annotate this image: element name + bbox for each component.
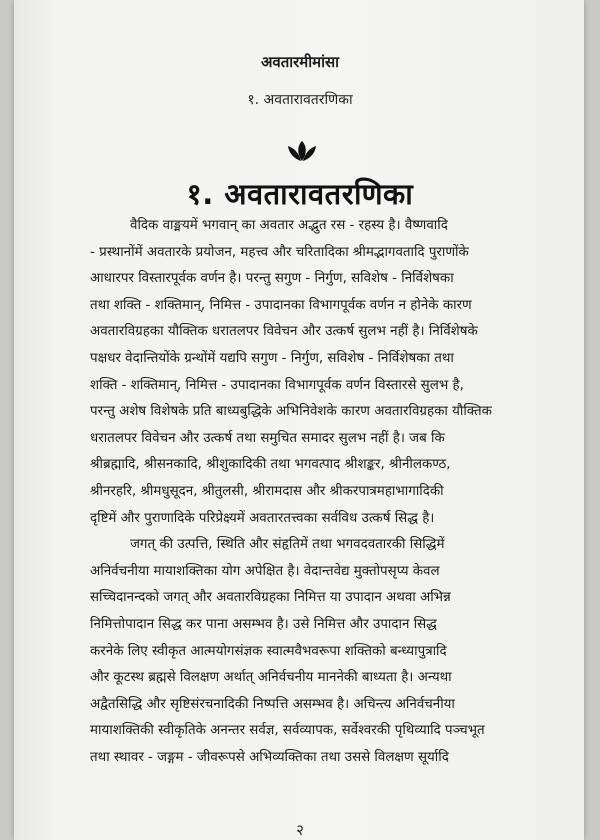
text-line: जगत् की उत्पत्ति, स्थिति और संहृतिमें तथा भगवदवतारकी सिद्धिमें <box>130 537 445 553</box>
body-text <box>90 213 530 771</box>
text-line: - प्रस्थानोंमें अवतारके प्रयोजन, महत्त्व और चरितादिका श्रीमद्भागवतादि पुराणोंके <box>90 244 469 260</box>
text-line: श्रीब्रह्मादि, श्रीसनकादि, श्रीशुकादिकी तथा भगवत्पाद श्रीशङ्कर, श्रीनीलकण्ठ, <box>90 457 451 473</box>
text-line: पक्षधर वेदान्तियोंके ग्रन्थोंमें यद्यपि सगुण - निर्गुण, सविशेष - निर्विशेषका तथा <box>90 350 454 366</box>
text-line: तथा स्थावर - जङ्गम - जीवरूपसे अभिव्यक्तिका तथा उससे विलक्षण सूर्यादि <box>90 749 449 765</box>
text-line: श्रीनरहरि, श्रीमधुसूदन, श्रीतुलसी, श्रीरामदास और श्रीकरपात्रमहाभागादिकी <box>90 483 444 499</box>
paragraph-2 <box>90 532 530 771</box>
text-line: तथा शक्ति - शक्तिमान्, निमित्त - उपादानका विभागपूर्वक वर्णन न होनेके कारण <box>90 297 472 313</box>
text-line: दृष्टिमें और पुराणादिके परिप्रेक्ष्यमें अवतारतत्त्वका सर्वविध उत्कर्ष सिद्ध है। <box>90 510 435 526</box>
text-line: शक्ति - शक्तिमान्, निमित्त - उपादानका विभागपूर्वक वर्णन विस्तारसे सुलभ है, <box>90 377 464 393</box>
lotus-ornament-icon <box>286 140 318 162</box>
paragraph-1 <box>90 213 530 532</box>
text-line: अनिर्वचनीया मायाशक्तिका योग अपेक्षित है। वेदान्तवेद्य मुक्तोपसृप्य केवल <box>90 563 440 579</box>
text-line: अद्वैतसिद्धि और सृष्टिसंरचनादिकी निष्पत्ति असम्भव है। अचिन्त्य अनिर्वचनीया <box>90 696 455 712</box>
running-head-title: अवतारमीमांसा <box>260 53 340 71</box>
text-line: करनेके लिए स्वीकृत आत्मयोगसंज्ञक स्वात्मवैभवरूपा शक्तिको बन्ध्यापुत्रादि <box>90 643 447 659</box>
text-line: वैदिक वाङ्मयमें भगवान् का अवतार अद्भुत रस - रहस्य है। वैष्णवादि <box>130 218 448 233</box>
text-line: और कूटस्थ ब्रह्मसे विलक्षण अर्थात् अनिर्वचनीय माननेकी बाध्यता है। अन्यथा <box>90 670 452 686</box>
page-number: २ <box>296 821 304 839</box>
text-line: धरातलपर विवेचन और उत्कर्ष तथा समुचित समादर सुलभ नहीं है। जब कि <box>90 430 445 446</box>
text-line: मायाशक्तिकी स्वीकृतिके अनन्तर सर्वज्ञ, सर्वव्यापक, सर्वेश्वरकी पृथिव्यादि पञ्चभूत <box>90 723 485 739</box>
running-head-subtitle: १. अवतारावतरणिका <box>247 92 353 108</box>
chapter-title: १. अवतारावतरणिका <box>186 177 414 211</box>
text-line: परन्तु अशेष विशेषके प्रति बाध्यबुद्धिके अभिनिवेशके कारण अवतारविग्रहका यौक्तिक <box>90 404 492 420</box>
text-line: निमित्तोपादान सिद्ध कर पाना असम्भव है। उसे निमित्त और उपादान सिद्ध <box>90 616 437 632</box>
text-line: आधारपर विस्तारपूर्वक वर्णन है। परन्तु सगुण - निर्गुण, सविशेष - निर्विशेषका <box>90 271 454 287</box>
text-line: सच्चिदानन्दको जगत् और अवतारविग्रहका निमित्त या उपादान अथवा अभिन्न <box>90 590 451 606</box>
text-line: अवतारविग्रहका यौक्तिक धरातलपर विवेचन और उत्कर्ष सुलभ नहीं है। निर्विशेषके <box>90 324 478 340</box>
